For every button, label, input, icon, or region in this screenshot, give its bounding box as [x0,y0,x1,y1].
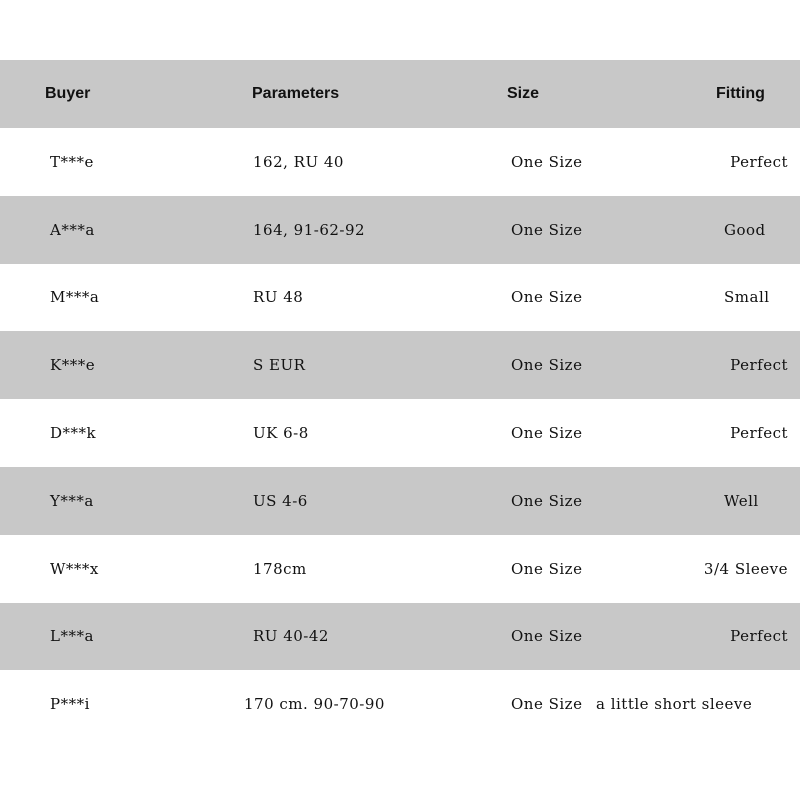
fitting-cell: 3/4 Sleeve [703,559,788,578]
fitting-cell: Perfect [730,627,788,646]
buyer-cell: P***i [50,695,90,714]
table-row [0,467,800,535]
buyer-cell: M***a [50,288,100,307]
size-cell: One Size [511,220,583,239]
table-row [0,399,800,467]
table-row [0,128,800,196]
header-buyer: Buyer [45,85,91,102]
size-cell: One Size [511,695,583,714]
buyer-cell: W***x [50,559,99,578]
header-size: Size [507,85,540,102]
buyer-cell: Y***a [50,491,94,510]
table-header [0,60,800,128]
size-cell: One Size [511,424,583,443]
parameters-cell: RU 48 [253,288,304,307]
fitting-cell: Perfect [730,152,788,171]
buyer-cell: K***e [50,356,96,375]
table-row [0,196,800,264]
parameters-cell: 170 cm. 90-70-90 [244,695,385,714]
buyer-cell: T***e [50,152,94,171]
size-cell: One Size [511,627,583,646]
buyer-cell: L***a [50,627,94,646]
fitting-cell: Good [724,220,766,239]
size-cell: One Size [511,356,583,375]
parameters-cell: S EUR [253,356,306,375]
header-parameters: Parameters [252,85,340,102]
table-row [0,603,800,671]
fitting-cell: a little short sleeve [596,695,753,714]
table-row [0,331,800,399]
header-fitting: Fitting [716,85,765,102]
parameters-cell: 178cm [253,559,307,578]
size-cell: One Size [511,288,583,307]
table-row [0,535,800,603]
size-cell: One Size [511,491,583,510]
buyer-cell: A***a [50,220,95,239]
parameters-cell: US 4-6 [253,491,308,510]
fitting-cell: Well [724,491,759,510]
fitting-cell: Perfect [730,356,788,375]
table-row [0,670,800,738]
table-row [0,264,800,332]
fitting-cell: Perfect [730,424,788,443]
parameters-cell: RU 40-42 [253,627,329,646]
parameters-cell: 162, RU 40 [253,152,344,171]
fitting-cell: Small [724,288,770,307]
parameters-cell: UK 6-8 [253,424,309,443]
buyer-cell: D***k [50,424,97,443]
size-cell: One Size [511,559,583,578]
parameters-cell: 164, 91-62-92 [253,220,366,239]
size-cell: One Size [511,152,583,171]
review-table [0,60,800,738]
